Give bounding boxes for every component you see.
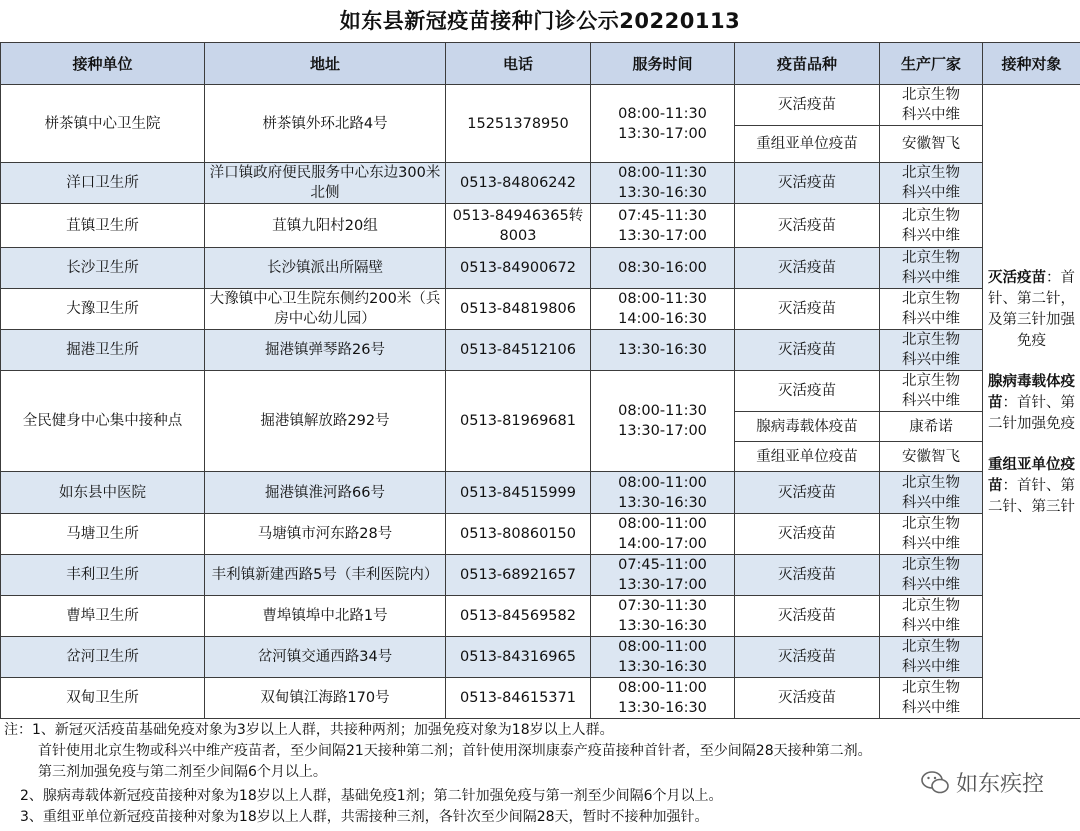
cell-vaccine-type: 灭活疫苗 <box>735 678 880 719</box>
cell-manufacturer: 北京生物 科兴中维 <box>880 330 983 371</box>
cell-unit: 洋口卫生所 <box>1 163 205 204</box>
cell-vaccine-type: 腺病毒载体疫苗 <box>735 412 880 442</box>
note-line: 注：1、新冠灭活疫苗基础免疫对象为3岁以上人群，共接种两剂；加强免疫对象为18岁以上人群。 <box>4 722 614 738</box>
cell-unit: 丰利卫生所 <box>1 555 205 596</box>
clinic-table <box>0 42 1080 719</box>
cell-service-time: 08:30-16:00 <box>591 248 735 289</box>
cell-address: 洋口镇政府便民服务中心东边300米北侧 <box>205 163 446 204</box>
cell-address: 苴镇九阳村20组 <box>205 204 446 248</box>
cell-phone: 0513-84900672 <box>446 248 591 289</box>
note-line: 首针使用北京生物或科兴中维产疫苗者，至少间隔21天接种第二剂；首针使用深圳康泰产疫苗接种首针者，至少间隔28天接种第二剂。 <box>38 743 872 759</box>
cell-vaccine-type: 灭活疫苗 <box>735 163 880 204</box>
cell-unit: 曹埠卫生所 <box>1 596 205 637</box>
header-vaccine-type: 疫苗品种 <box>735 43 880 85</box>
cell-phone: 0513-84316965 <box>446 637 591 678</box>
cell-unit: 岔河卫生所 <box>1 637 205 678</box>
cell-manufacturer: 北京生物 科兴中维 <box>880 514 983 555</box>
cell-phone: 15251378950 <box>446 85 591 163</box>
cell-unit: 全民健身中心集中接种点 <box>1 371 205 472</box>
note-line: 3、重组亚单位新冠疫苗接种对象为18岁以上人群，共需接种三剂，各针次至少间隔28天，暂时不接种加强针。 <box>20 809 709 825</box>
cell-phone: 0513-84819806 <box>446 289 591 330</box>
table-row <box>1 678 1080 719</box>
cell-service-time: 07:30-11:30 13:30-16:30 <box>591 596 735 637</box>
cell-manufacturer: 北京生物 科兴中维 <box>880 248 983 289</box>
cell-manufacturer: 北京生物 科兴中维 <box>880 163 983 204</box>
audience-entry <box>985 455 1078 518</box>
audience-vaccine-label: 腺病毒载体疫苗 <box>988 373 1075 411</box>
cell-phone: 0513-84946365转8003 <box>446 204 591 248</box>
audience-entry <box>985 372 1078 435</box>
cell-vaccine-type: 灭活疫苗 <box>735 85 880 126</box>
table-row <box>1 289 1080 330</box>
cell-phone: 0513-84512106 <box>446 330 591 371</box>
cell-manufacturer: 北京生物 科兴中维 <box>880 289 983 330</box>
table-row <box>1 371 1080 412</box>
cell-manufacturer: 北京生物 科兴中维 <box>880 371 983 412</box>
page-title: 如东县新冠疫苗接种门诊公示20220113 <box>339 9 741 33</box>
footnotes <box>0 719 1080 831</box>
header-unit: 接种单位 <box>1 43 205 85</box>
audience-text: ：首针、第二针、第三针 <box>988 477 1075 515</box>
audience-vaccine-label: 重组亚单位疫苗 <box>988 456 1075 494</box>
audience-text: ：首针、第二针加强免疫 <box>988 394 1075 432</box>
cell-service-time: 08:00-11:00 13:30-16:30 <box>591 472 735 514</box>
cell-address: 马塘镇市河东路28号 <box>205 514 446 555</box>
cell-service-time: 07:45-11:30 13:30-17:00 <box>591 204 735 248</box>
cell-unit: 栟茶镇中心卫生院 <box>1 85 205 163</box>
table-row <box>1 85 1080 126</box>
cell-service-time: 13:30-16:30 <box>591 330 735 371</box>
wechat-icon <box>920 770 950 796</box>
cell-vaccine-type: 灭活疫苗 <box>735 472 880 514</box>
table-row <box>1 637 1080 678</box>
cell-phone: 0513-80860150 <box>446 514 591 555</box>
cell-service-time: 08:00-11:00 13:30-16:30 <box>591 637 735 678</box>
table-row <box>1 248 1080 289</box>
cell-manufacturer: 北京生物 科兴中维 <box>880 678 983 719</box>
cell-address: 大豫镇中心卫生院东侧约200米（兵房中心幼儿园） <box>205 289 446 330</box>
cell-service-time: 08:00-11:30 13:30-17:00 <box>591 371 735 472</box>
header-audience: 接种对象 <box>983 43 1080 85</box>
cell-unit: 双甸卫生所 <box>1 678 205 719</box>
cell-phone: 0513-84615371 <box>446 678 591 719</box>
cell-manufacturer: 安徽智飞 <box>880 126 983 163</box>
cell-unit: 如东县中医院 <box>1 472 205 514</box>
audience-text: ：首针、第二针，及第三针加强免疫 <box>988 269 1075 349</box>
cell-vaccine-type: 灭活疫苗 <box>735 204 880 248</box>
cell-vaccine-type: 重组亚单位疫苗 <box>735 442 880 472</box>
note-line: 2、腺病毒载体新冠疫苗接种对象为18岁以上人群，基础免疫1剂；第二针加强免疫与第一剂至少间隔6个月以上。 <box>20 788 723 804</box>
cell-phone: 0513-84515999 <box>446 472 591 514</box>
cell-phone: 0513-81969681 <box>446 371 591 472</box>
cell-service-time: 08:00-11:00 13:30-16:30 <box>591 678 735 719</box>
table-body <box>1 85 1080 719</box>
cell-address: 长沙镇派出所隔壁 <box>205 248 446 289</box>
header-row <box>1 43 1080 85</box>
cell-address: 掘港镇弹琴路26号 <box>205 330 446 371</box>
table-row <box>1 163 1080 204</box>
cell-unit: 马塘卫生所 <box>1 514 205 555</box>
cell-vaccine-type: 灭活疫苗 <box>735 289 880 330</box>
cell-manufacturer: 北京生物 科兴中维 <box>880 204 983 248</box>
table-row <box>1 204 1080 248</box>
cell-vaccine-type: 重组亚单位疫苗 <box>735 126 880 163</box>
cell-manufacturer: 安徽智飞 <box>880 442 983 472</box>
cell-manufacturer: 北京生物 科兴中维 <box>880 637 983 678</box>
cell-address: 栟茶镇外环北路4号 <box>205 85 446 163</box>
cell-address: 曹埠镇埠中北路1号 <box>205 596 446 637</box>
note-line: 第三剂加强免疫与第二剂至少间隔6个月以上。 <box>38 764 327 780</box>
cell-address: 掘港镇淮河路66号 <box>205 472 446 514</box>
cell-manufacturer: 康希诺 <box>880 412 983 442</box>
cell-service-time: 08:00-11:00 14:00-17:00 <box>591 514 735 555</box>
table-row <box>1 555 1080 596</box>
cell-service-time: 08:00-11:30 13:30-17:00 <box>591 85 735 163</box>
watermark-text: 如东疾控 <box>955 772 1044 797</box>
cell-vaccine-type: 灭活疫苗 <box>735 514 880 555</box>
table-row <box>1 514 1080 555</box>
cell-manufacturer: 北京生物 科兴中维 <box>880 85 983 126</box>
cell-service-time: 07:45-11:00 13:30-17:00 <box>591 555 735 596</box>
cell-unit: 大豫卫生所 <box>1 289 205 330</box>
header-service-time: 服务时间 <box>591 43 735 85</box>
cell-manufacturer: 北京生物 科兴中维 <box>880 555 983 596</box>
cell-vaccine-type: 灭活疫苗 <box>735 248 880 289</box>
audience-vaccine-label: 灭活疫苗 <box>988 269 1046 286</box>
table-row <box>1 596 1080 637</box>
cell-service-time: 08:00-11:30 13:30-16:30 <box>591 163 735 204</box>
cell-address: 双甸镇江海路170号 <box>205 678 446 719</box>
cell-vaccine-type: 灭活疫苗 <box>735 371 880 412</box>
cell-manufacturer: 北京生物 科兴中维 <box>880 596 983 637</box>
cell-unit: 长沙卫生所 <box>1 248 205 289</box>
audience-entry <box>985 268 1078 352</box>
cell-phone: 0513-68921657 <box>446 555 591 596</box>
table-row <box>1 472 1080 514</box>
cell-manufacturer: 北京生物 科兴中维 <box>880 472 983 514</box>
cell-phone: 0513-84569582 <box>446 596 591 637</box>
watermark <box>920 767 1044 798</box>
cell-unit: 掘港卫生所 <box>1 330 205 371</box>
header-manufacturer: 生产厂家 <box>880 43 983 85</box>
cell-address: 掘港镇解放路292号 <box>205 371 446 472</box>
header-address: 地址 <box>205 43 446 85</box>
cell-vaccine-type: 灭活疫苗 <box>735 637 880 678</box>
cell-vaccine-type: 灭活疫苗 <box>735 330 880 371</box>
cell-unit: 苴镇卫生所 <box>1 204 205 248</box>
cell-service-time: 08:00-11:30 14:00-16:30 <box>591 289 735 330</box>
cell-audience <box>983 85 1080 719</box>
cell-address: 丰利镇新建西路5号（丰利医院内） <box>205 555 446 596</box>
cell-phone: 0513-84806242 <box>446 163 591 204</box>
cell-address: 岔河镇交通西路34号 <box>205 637 446 678</box>
header-phone: 电话 <box>446 43 591 85</box>
cell-vaccine-type: 灭活疫苗 <box>735 555 880 596</box>
cell-vaccine-type: 灭活疫苗 <box>735 596 880 637</box>
table-row <box>1 330 1080 371</box>
